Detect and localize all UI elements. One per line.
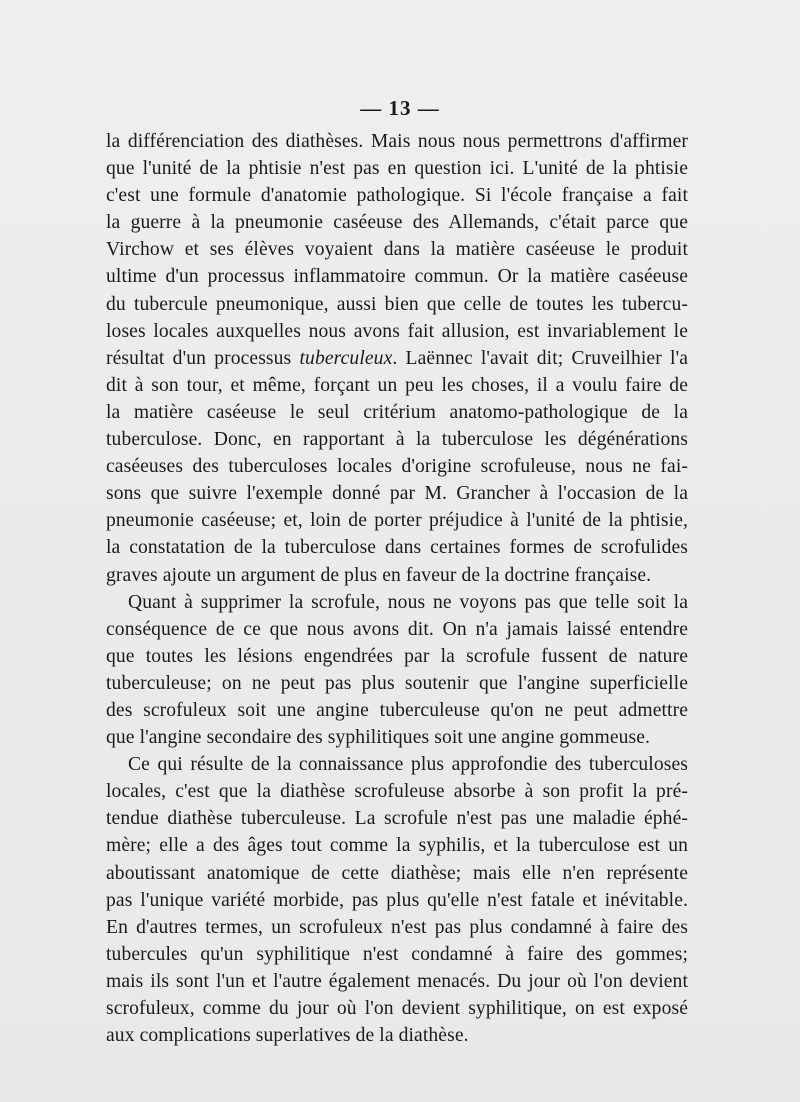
text-line: que toutes les lésions engendrées par la scrofule fussent de nature	[106, 645, 688, 667]
text-line	[106, 345, 688, 372]
paragraph	[106, 589, 688, 752]
text-line: aboutissant anatomique de cette diathèse; mais elle n'en représente	[106, 862, 688, 884]
text-line: Quant à supprimer la scrofule, nous ne voyons pas que telle soit la	[128, 591, 688, 613]
text-line: aux complications superlatives de la diathèse.	[106, 1025, 469, 1047]
text-line: pas l'unique variété morbide, pas plus qu'elle n'est fatale et inévitable.	[106, 889, 688, 911]
text-line: dit à son tour, et même, forçant un peu les choses, il a voulu faire de	[106, 374, 688, 396]
text-line: pneumonie caséeuse; et, loin de porter préjudice à l'unité de la phtisie,	[106, 510, 688, 532]
text-line: loses locales auxquelles nous avons fait allusion, est invariablement le	[106, 320, 688, 342]
text-segment: résultat d'un processus	[106, 347, 300, 369]
text-segment: . Laënnec l'avait dit; Cruveilhier l'a	[392, 347, 689, 369]
text-line: la constatation de la tuberculose dans certaines formes de scrofulides	[106, 537, 688, 559]
text-line: la matière caséeuse le seul critérium anatomo-pathologique de la	[106, 401, 688, 423]
text-line: conséquence de ce que nous avons dit. On n'a jamais laissé entendre	[106, 618, 688, 640]
text-line: En d'autres termes, un scrofuleux n'est pas plus condamné à faire des	[106, 916, 688, 938]
text-line: c'est une formule d'anatomie pathologique. Si l'école française a fait	[106, 185, 688, 207]
text-line: Virchow et ses élèves voyaient dans la matière caséeuse le produit	[106, 239, 688, 261]
paragraph	[106, 128, 688, 589]
page-number: — 13 —	[360, 96, 440, 120]
italic-term: tuberculeux	[299, 347, 393, 369]
text-line: tuberculose. Donc, en rapportant à la tuberculose les dégénérations	[106, 429, 688, 451]
text-line: la guerre à la pneumonie caséeuse des Allemands, c'était parce que	[106, 212, 688, 234]
text-line: mais ils sont l'un et l'autre également menacés. Du jour où l'on devient	[106, 970, 688, 992]
text-line: ultime d'un processus inflammatoire commun. Or la matière caséeuse	[106, 266, 688, 288]
text-line: locales, c'est que la diathèse scrofuleuse absorbe à son profit la pré-	[106, 781, 688, 803]
text-line: scrofuleux, comme du jour où l'on devient syphilitique, on est exposé	[106, 998, 688, 1019]
text-line: graves ajoute un argument de plus en faveur de la doctrine française.	[106, 564, 652, 586]
text-line: tubercules qu'un syphilitique n'est condamné à faire des gommes;	[106, 943, 688, 965]
body-text	[106, 128, 688, 1049]
text-line: du tubercule pneumonique, aussi bien que celle de toutes les tubercu-	[106, 293, 688, 315]
text-line: sons que suivre l'exemple donné par M. Grancher à l'occasion de la	[106, 483, 688, 505]
paragraph	[106, 751, 688, 1049]
text-line: la différenciation des diathèses. Mais nous nous permettrons d'affirmer	[106, 131, 688, 152]
text-line: Ce qui résulte de la connaissance plus approfondie des tuberculoses	[128, 754, 688, 776]
text-line: que l'angine secondaire des syphilitiques soit une angine gommeuse.	[106, 727, 651, 749]
text-line: des scrofuleux soit une angine tuberculeuse qu'on ne peut admettre	[106, 699, 688, 721]
text-line: que l'unité de la phtisie n'est pas en question ici. L'unité de la phtisie	[106, 158, 688, 180]
text-line: mère; elle a des âges tout comme la syphilis, et la tuberculose est un	[106, 835, 688, 857]
text-line: tuberculeuse; on ne peut pas plus soutenir que l'angine superficielle	[106, 672, 688, 694]
text-line: tendue diathèse tuberculeuse. La scrofule n'est pas une maladie éphé-	[106, 808, 688, 830]
text-line: caséeuses des tuberculoses locales d'origine scrofuleuse, nous ne fai-	[106, 456, 688, 478]
